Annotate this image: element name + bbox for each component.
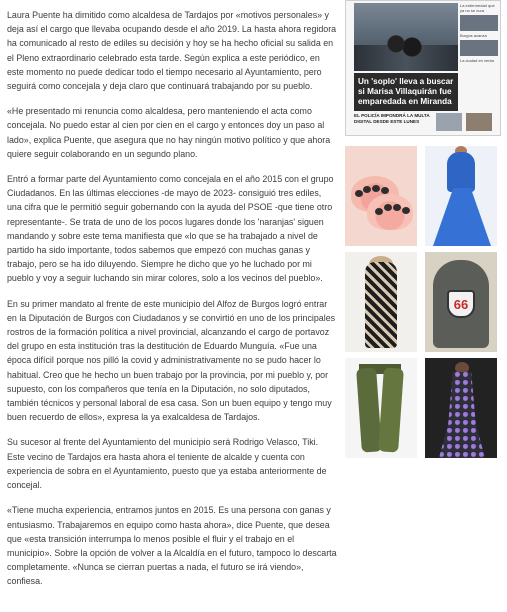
article-paragraph-6: «Tiene mucha experiencia, entramos juntos en 2015. Es una persona con ganas y entusiasmo. Trabajaremos en equipo como hasta ahora», dice Puente, que desea que «esta transición interrumpa lo menos posible el fluir y el trabajo en el municipio». Sobre la opción de volver a la Alcaldía en el futuro, tampoco lo descarta completamente. «Nunca se cierran puertas a nada, el futuro se irá viendo», confiesa.: [7, 505, 337, 587]
route-66-icon: 66: [447, 290, 475, 318]
article-paragraph-5: Su sucesor al frente del Ayuntamiento del municipio será Rodrigo Velasco, Tiki. Este vecino de Tardajos era hasta ahora el teniente de alcalde y cuenta con experiencia de sobra en el Ayuntamiento, puesto que ya estaba anteriormente de concejal.: [7, 437, 327, 491]
sequin-gown-ad[interactable]: [425, 358, 497, 458]
cover-bottom-thumb: [466, 113, 492, 131]
cover-side-thumb: [460, 15, 498, 31]
cover-bottom-headline: EL POLICÍA IMPONDRÁ LA MULTA DIGITAL DESDE ESTE LUNES: [354, 113, 430, 124]
hoodie-ad[interactable]: [425, 252, 497, 352]
cargo-pants-ad[interactable]: [345, 358, 417, 458]
newspaper-cover[interactable]: [345, 0, 501, 136]
cover-side-note: Burgos avanza: [460, 33, 487, 38]
cover-bottom-thumb: [436, 113, 462, 131]
article-paragraph-2: «He presentado mi renuncia como alcaldesa, pero manteniendo el acta como concejala. No puedo estar al cien por cien en el cargo y entonces doy un paso al lado», explica Puente, que asegura que no hay ningún motivo político y que ahora quiere seguir colaborando en un segundo plano.: [7, 106, 331, 159]
article-paragraph-1: Laura Puente ha dimitido como alcaldesa de Tardajos por «motivos personales» y deja así el cargo que llevaba ocupando desde el año 2019. La hasta ahora regidora ha comunicado al resto de ediles su decisión y hoy se ha hecho oficial su salida en el Pleno extraordinario celebrado esta tarde. Según explica a este periódico, en este momento no puede dedicar todo el tiempo necesario al Ayuntamiento, pero seguirá como concejala y deja claro que continuará trabajando por su pueblo.: [7, 10, 337, 92]
article-paragraph-3: Entró a formar parte del Ayuntamiento como concejala en el año 2015 con el grupo Ciudadanos. En las últimas elecciones -de mayo de 2023- consiguió tres ediles, una cifra que le permitió seguir gobernando con la ayuda del PSOE -que tiene otro representante-. Se trata de uno de los pocos lugares donde los 'naranjas' siguen mandando y sobre este tema manifiesta que «lo que se ha trabajado a nivel de partido ha sido importante, todos sabemos que empezó con muchas ganas y trabajo, pero se ha ido diluyendo. Siempre he dicho que yo he luchado por mi pueblo y voy a seguir luchando sin mirar colores, solo a los vecinos del pueblo».: [7, 174, 334, 284]
cover-bottom-strip: [354, 113, 494, 135]
blue-dress-ad[interactable]: [425, 146, 497, 246]
ad-grid: [345, 146, 501, 458]
sidebar: [345, 0, 501, 458]
sequin-dress-ad[interactable]: [345, 252, 417, 352]
cover-side-column: [460, 3, 500, 65]
article-body: [7, 8, 337, 600]
article-paragraph-4: En su primer mandato al frente de este municipio del Alfoz de Burgos logró entrar en la Diputación de Burgos con Ciudadanos y se convirtió en uno de los principales rostros de la formación política a nivel provincial, alcanzando el cargo de portavoz del grupo en esta institución tras la destitución de Eduardo Munguía. «Fue una época difícil porque nos pilló la covid y administrativamente no se pudo hacer lo habitual. Creo que he hecho un buen trabajo por la provincia, por mi pueblo y, por supuesto, con los compañeros que tenía en la Diputación, no solo diputados, también técnicos y personal laboral de esa casa. Son un buen equipo y tengo muy buen recuerdo de ellos», expresa la ya exalcaldesa de Tardajos.: [7, 298, 336, 423]
cover-side-note: La enfermedad que ya no se cura: [460, 3, 495, 13]
cover-side-note: La ciudad en venta: [460, 58, 494, 63]
slippers-ad[interactable]: [345, 146, 417, 246]
cover-photo: [354, 3, 458, 71]
cover-side-thumb: [460, 40, 498, 56]
cover-headline: Un 'soplo' lleva a buscar si Marisa Villaquirán fue emparedada en Miranda: [354, 73, 458, 111]
